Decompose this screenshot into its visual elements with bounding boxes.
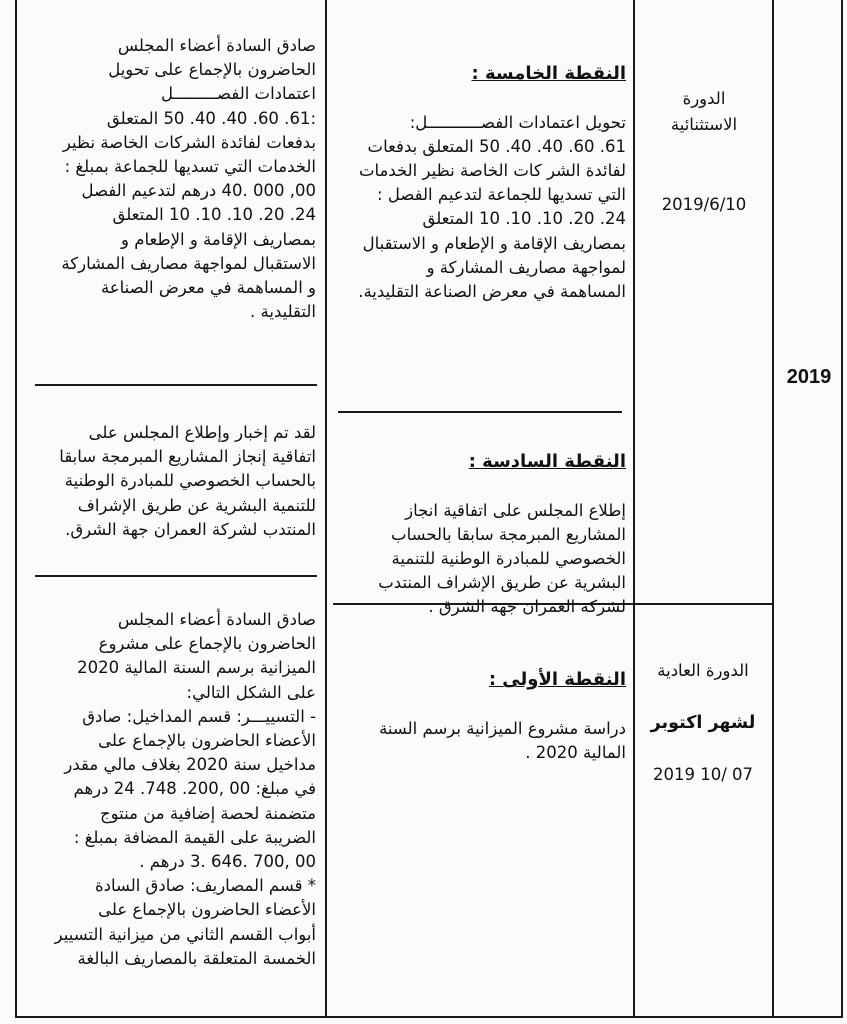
year-label: 2019 [786, 366, 832, 388]
session-title: الدورة العادية [657, 661, 749, 680]
point-heading: النقطة الخامسة : [471, 63, 626, 85]
session-date: 07 /10 2019 [652, 765, 754, 784]
point-body: تحويل اعتمادات الفصـــــــــــل: 61. 60. 40. 40. 50 المتعلق بدفعات لفائدة الشر كات الخاصة نظير الخدمات التي تسديها للجماعة لتدعيم الفصل : 24. 20. 10. 10. 10 المتعلق بمصاريف الإقامة و الإطعام و الاستقبال لمواجهة مصاريف المشاركة و المساهمة في معرض الصناعة التقليدية. [358, 112, 626, 302]
point-body: إطلاع المجلس على اتفاقية انجاز المشاريع المبرمجة سابقا بالحساب الخصوصي للمبادرة الوطنية للتنمية البشرية عن طريق الإشراف المنتدب لشركة العمران جهة الشرق . [378, 500, 626, 617]
point-body: دراسة مشروع الميزانية برسم السنة المالية 2020 . [379, 718, 626, 762]
row-divider-point-1 [338, 411, 622, 413]
session-month: لشهر اكتوبر [650, 713, 756, 733]
column-divider-session-year [772, 0, 774, 1018]
point-cell-sixth [338, 426, 626, 644]
column-divider-point-session [633, 0, 635, 1018]
table-border-bottom [15, 1016, 843, 1018]
session-cell-ordinary [638, 632, 768, 814]
session-cell-extraordinary [640, 60, 768, 244]
row-divider-decision-1 [35, 384, 317, 386]
decision-cell-2: لقد تم إخبار وإطلاع المجلس على اتفاقية إنجاز المشاريع المبرمجة سابقا بالحساب الخصوصي للمبادرة الوطنية للتنمية البشرية عن طريق الإشراف المنتدب لشركة العمران جهة الشرق. [59, 423, 316, 539]
session-title: الدورة الاستثنائية [670, 89, 738, 134]
row-divider-decision-2 [35, 575, 317, 577]
point-heading: النقطة الأولى : [488, 669, 626, 691]
table-border-right [841, 0, 843, 1018]
point-cell-fifth [338, 38, 626, 328]
row-divider-session [633, 603, 772, 605]
session-date: 2019/6/10 [661, 195, 747, 214]
point-heading: النقطة السادسة : [468, 451, 626, 473]
point-cell-first [338, 644, 626, 789]
decision-cell-3: صادق السادة أعضاء المجلس الحاضرون بالإجماع على مشروع الميزانية برسم السنة المالية 2020 على الشكل التالي: - التسييـــر: قسم المداخيل: صادق الأعضاء الحاضرون بالإجماع على مداخيل سنة 2020 بغلاف مالي مقدر في مبلغ: 00 ,200. 748. 24 درهم متضمنة لحصة إضافية من منتوج الضريبة على القيمة المضافة بمبلغ : 00 ,700 .646 .3 درهم . * قسم المصاريف: صادق السادة الأعضاء الحاضرون بالإجماع على أبواب القسم الثاني من ميزانية التسيير الخمسة المتعلقة بالمصاريف البالغة [54, 610, 316, 968]
table-border-left [15, 0, 17, 1018]
column-divider-decision-point [325, 0, 327, 1018]
decision-cell-1: صادق السادة أعضاء المجلس الحاضرون بالإجماع على تحويل اعتمادات الفصـــــــــل :61. 60. 40. 40. 50 المتعلق بدفعات لفائدة الشركات الخاصة نظير الخدمات التي تسديها للجماعة بمبلغ : 00, 000 .40 درهم لتدعيم الفصل 24. 20. 10. 10. 10 المتعلق بمصاريف الإقامة و الإطعام و الاستقبال لمواجهة مصاريف المشاركة و المساهمة في معرض الصناعة التقليدية . [61, 36, 316, 322]
